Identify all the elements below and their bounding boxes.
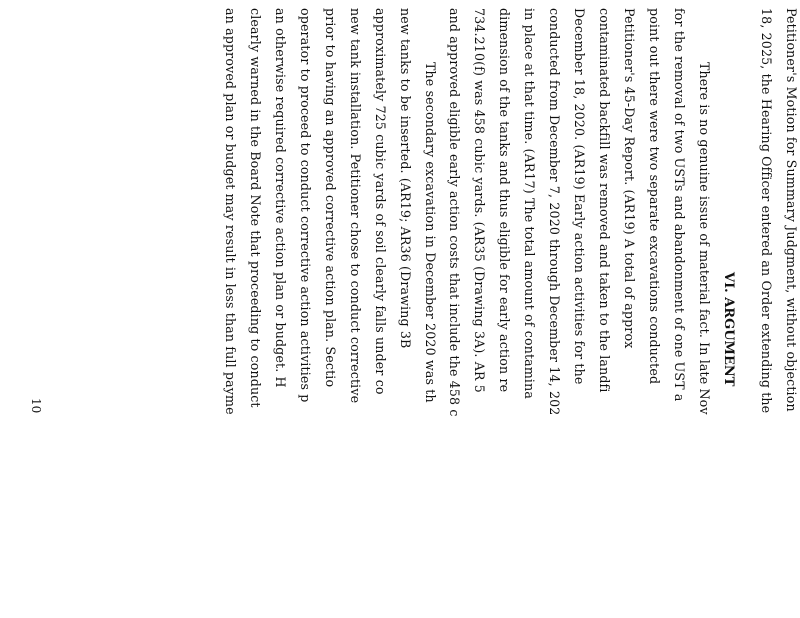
text-line: 18, 2025, the Hearing Officer entered an Order extending the bbox=[759, 8, 774, 414]
text-line: prior to having an approved corrective action plan. Sectio bbox=[323, 8, 338, 388]
text-line: conducted from December 7, 2020 through December 14, 202 bbox=[547, 8, 562, 416]
text-line: an approved plan or budget may result in less than full payme bbox=[223, 8, 238, 415]
text-line: contaminated backfill was removed and taken to the landfi bbox=[597, 8, 612, 393]
text-line: Petitioner's Motion for Summary Judgment, without objection bbox=[784, 8, 799, 412]
text-line: 734.210(f) was 458 cubic yards. (AR35 (Drawing 3A). AR 5 bbox=[472, 8, 487, 393]
text-line: for the removal of two USTs and abandonment of one UST a bbox=[672, 8, 687, 402]
text-line: in place at that time. (AR17) The total amount of contamina bbox=[522, 8, 537, 400]
text-line: December 18, 2020. (AR19) Early action activities for the bbox=[572, 8, 587, 385]
text-line: Petitioner's 45-Day Report. (AR19) A total of approx bbox=[622, 8, 637, 349]
text-line: There is no genuine issue of material fact. In late Nov bbox=[697, 62, 712, 415]
text-line: approximately 725 cubic yards of soil clearly falls under co bbox=[373, 8, 388, 395]
section-heading: VI. ARGUMENT bbox=[721, 272, 736, 387]
text-line: an otherwise required corrective action plan or budget. H bbox=[273, 8, 288, 388]
text-line: new tanks to be inserted. (AR19; AR36 (Drawing 3B bbox=[398, 8, 413, 349]
text-line: clearly warned in the Board Note that proceeding to conduct bbox=[248, 8, 263, 408]
text-line: operator to proceed to conduct corrective action activities p bbox=[298, 8, 313, 403]
text-line: and approved eligible early action costs that include the 458 c bbox=[447, 8, 462, 417]
page-number: 10 bbox=[29, 398, 43, 414]
text-line: dimension of the tanks and thus eligible for early action re bbox=[497, 8, 512, 393]
text-line: new tank installation. Petitioner chose to conduct corrective bbox=[348, 8, 363, 404]
text-line: The secondary excavation in December 2020 was th bbox=[423, 62, 438, 403]
text-line: point out there were two separate excavations conducted bbox=[647, 8, 662, 385]
